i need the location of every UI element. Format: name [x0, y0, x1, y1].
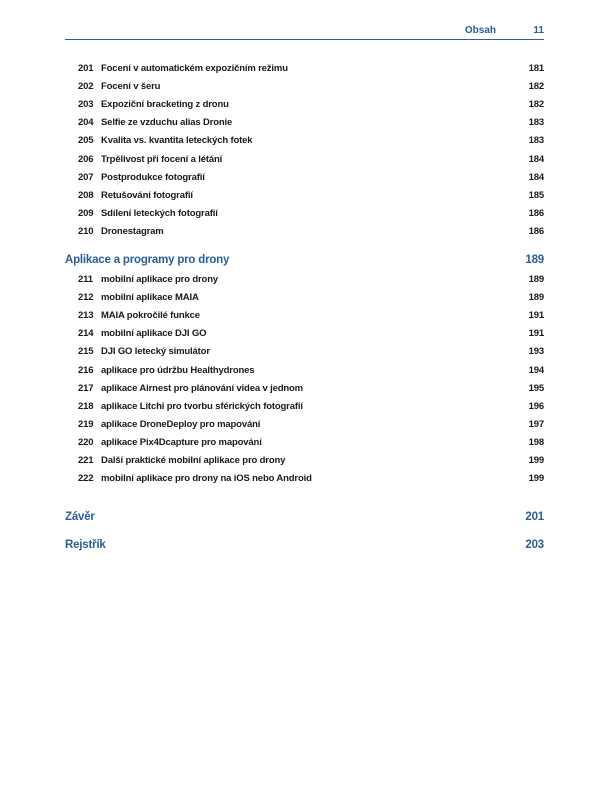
- entry-page: 198: [528, 436, 544, 448]
- toc-entry[interactable]: [65, 273, 544, 287]
- entry-title: aplikace pro údržbu Healthydrones: [101, 364, 255, 376]
- toc-entry[interactable]: [65, 189, 544, 203]
- entry-number: 210: [78, 225, 94, 237]
- chapter-heading-rejstrik[interactable]: [65, 537, 544, 553]
- entry-number: 222: [78, 473, 94, 485]
- entry-title: Kvalita vs. kvantita leteckých fotek: [101, 135, 253, 147]
- chapter-page: 201: [525, 511, 544, 523]
- entry-title: Focení v šeru: [101, 81, 161, 93]
- entry-page: 182: [528, 81, 544, 93]
- entry-number: 205: [78, 135, 94, 147]
- chapter-page: 189: [525, 254, 544, 266]
- entry-number: 221: [78, 455, 94, 466]
- entry-title: aplikace Pix4Dcapture pro mapování: [101, 436, 262, 448]
- page-header: [65, 22, 544, 40]
- entry-page: 189: [528, 292, 544, 304]
- entry-page: 194: [528, 364, 544, 376]
- header-rule: [65, 39, 544, 40]
- entry-page: 189: [528, 274, 544, 285]
- entry-title: Selfie ze vzduchu alias Dronie: [101, 117, 233, 129]
- entry-title: Dronestagram: [101, 225, 164, 237]
- entry-number: 201: [78, 63, 94, 74]
- toc-entry[interactable]: [65, 364, 544, 378]
- entry-title: Focení v automatickém expozičním režimu: [101, 63, 288, 74]
- toc-entry[interactable]: [65, 116, 544, 130]
- entry-page: 197: [528, 418, 544, 430]
- toc-entry[interactable]: [65, 309, 544, 323]
- toc-entry[interactable]: [65, 345, 544, 359]
- entry-number: 216: [78, 364, 94, 376]
- entry-page: 183: [528, 117, 544, 129]
- entry-number: 217: [78, 382, 94, 394]
- entry-number: 207: [78, 171, 94, 183]
- entry-number: 204: [78, 117, 94, 129]
- entry-page: 199: [528, 455, 544, 466]
- entry-title: Trpělivost při focení a létání: [101, 153, 223, 165]
- toc-entry[interactable]: [65, 225, 544, 239]
- entry-page: 181: [528, 63, 544, 74]
- entry-title: mobilní aplikace pro drony: [101, 274, 218, 285]
- toc-entry[interactable]: [65, 80, 544, 94]
- toc-entry[interactable]: [65, 436, 544, 450]
- entry-number: 215: [78, 346, 94, 358]
- chapter-page: 203: [525, 539, 544, 551]
- toc-entry[interactable]: [65, 400, 544, 414]
- header-page-number: 11: [533, 25, 544, 36]
- entry-title: aplikace Airnest pro plánování videa v jednom: [101, 382, 303, 394]
- entry-title: MAIA pokročilé funkce: [101, 310, 200, 322]
- toc-entry[interactable]: [65, 472, 544, 486]
- toc-entry[interactable]: [65, 207, 544, 221]
- entry-number: 211: [78, 274, 93, 285]
- chapter-title: Rejstřík: [65, 539, 106, 551]
- entry-page: 185: [528, 189, 544, 201]
- toc-entry[interactable]: [65, 327, 544, 341]
- entry-number: 212: [78, 292, 94, 304]
- entry-page: 186: [528, 225, 544, 237]
- entry-number: 203: [78, 99, 94, 111]
- chapter-title: Aplikace a programy pro drony: [65, 254, 230, 266]
- toc-entry[interactable]: [65, 153, 544, 167]
- toc-entry[interactable]: [65, 382, 544, 396]
- entry-title: mobilní aplikace pro drony na iOS nebo Android: [101, 473, 312, 485]
- entry-page: 191: [528, 310, 544, 322]
- entry-title: aplikace Litchi pro tvorbu sférických fotografií: [101, 400, 303, 412]
- entry-number: 213: [78, 310, 94, 322]
- entry-page: 195: [528, 382, 544, 394]
- toc-entry[interactable]: [65, 171, 544, 185]
- header-section-title: Obsah: [464, 25, 496, 36]
- entry-title: DJI GO letecký simulátor: [101, 346, 210, 358]
- entry-title: mobilní aplikace MAIA: [101, 292, 199, 304]
- entry-page: 182: [528, 99, 544, 111]
- toc-entry[interactable]: [65, 418, 544, 432]
- entry-page: 186: [528, 207, 544, 219]
- entry-title: Další praktické mobilní aplikace pro drony: [101, 455, 286, 466]
- toc-entry[interactable]: [65, 454, 544, 468]
- entry-title: Expoziční bracketing z dronu: [101, 99, 229, 111]
- entry-page: 191: [528, 328, 544, 340]
- entry-page: 183: [528, 135, 544, 147]
- entry-number: 206: [78, 153, 94, 165]
- entry-number: 208: [78, 189, 94, 201]
- entry-page: 184: [528, 153, 544, 165]
- chapter-title: Závěr: [65, 511, 95, 523]
- toc-entry[interactable]: [65, 62, 544, 76]
- entry-number: 209: [78, 207, 94, 219]
- chapter-heading-apps[interactable]: [65, 252, 544, 268]
- chapter-heading-zaver[interactable]: [65, 509, 544, 525]
- toc-entry[interactable]: [65, 291, 544, 305]
- entry-page: 193: [528, 346, 544, 358]
- entry-number: 220: [78, 436, 94, 448]
- entry-number: 214: [78, 328, 94, 340]
- entry-page: 196: [528, 400, 544, 412]
- entry-number: 219: [78, 418, 94, 430]
- entry-page: 199: [528, 473, 544, 485]
- entry-title: Postprodukce fotografií: [101, 171, 205, 183]
- entry-title: aplikace DroneDeploy pro mapování: [101, 418, 261, 430]
- entry-title: Sdílení leteckých fotografií: [101, 207, 218, 219]
- toc-entry[interactable]: [65, 134, 544, 148]
- toc-entry[interactable]: [65, 98, 544, 112]
- entry-title: Retušování fotografií: [101, 189, 193, 201]
- entry-title: mobilní aplikace DJI GO: [101, 328, 207, 340]
- entry-number: 202: [78, 81, 94, 93]
- entry-page: 184: [528, 171, 544, 183]
- entry-number: 218: [78, 400, 94, 412]
